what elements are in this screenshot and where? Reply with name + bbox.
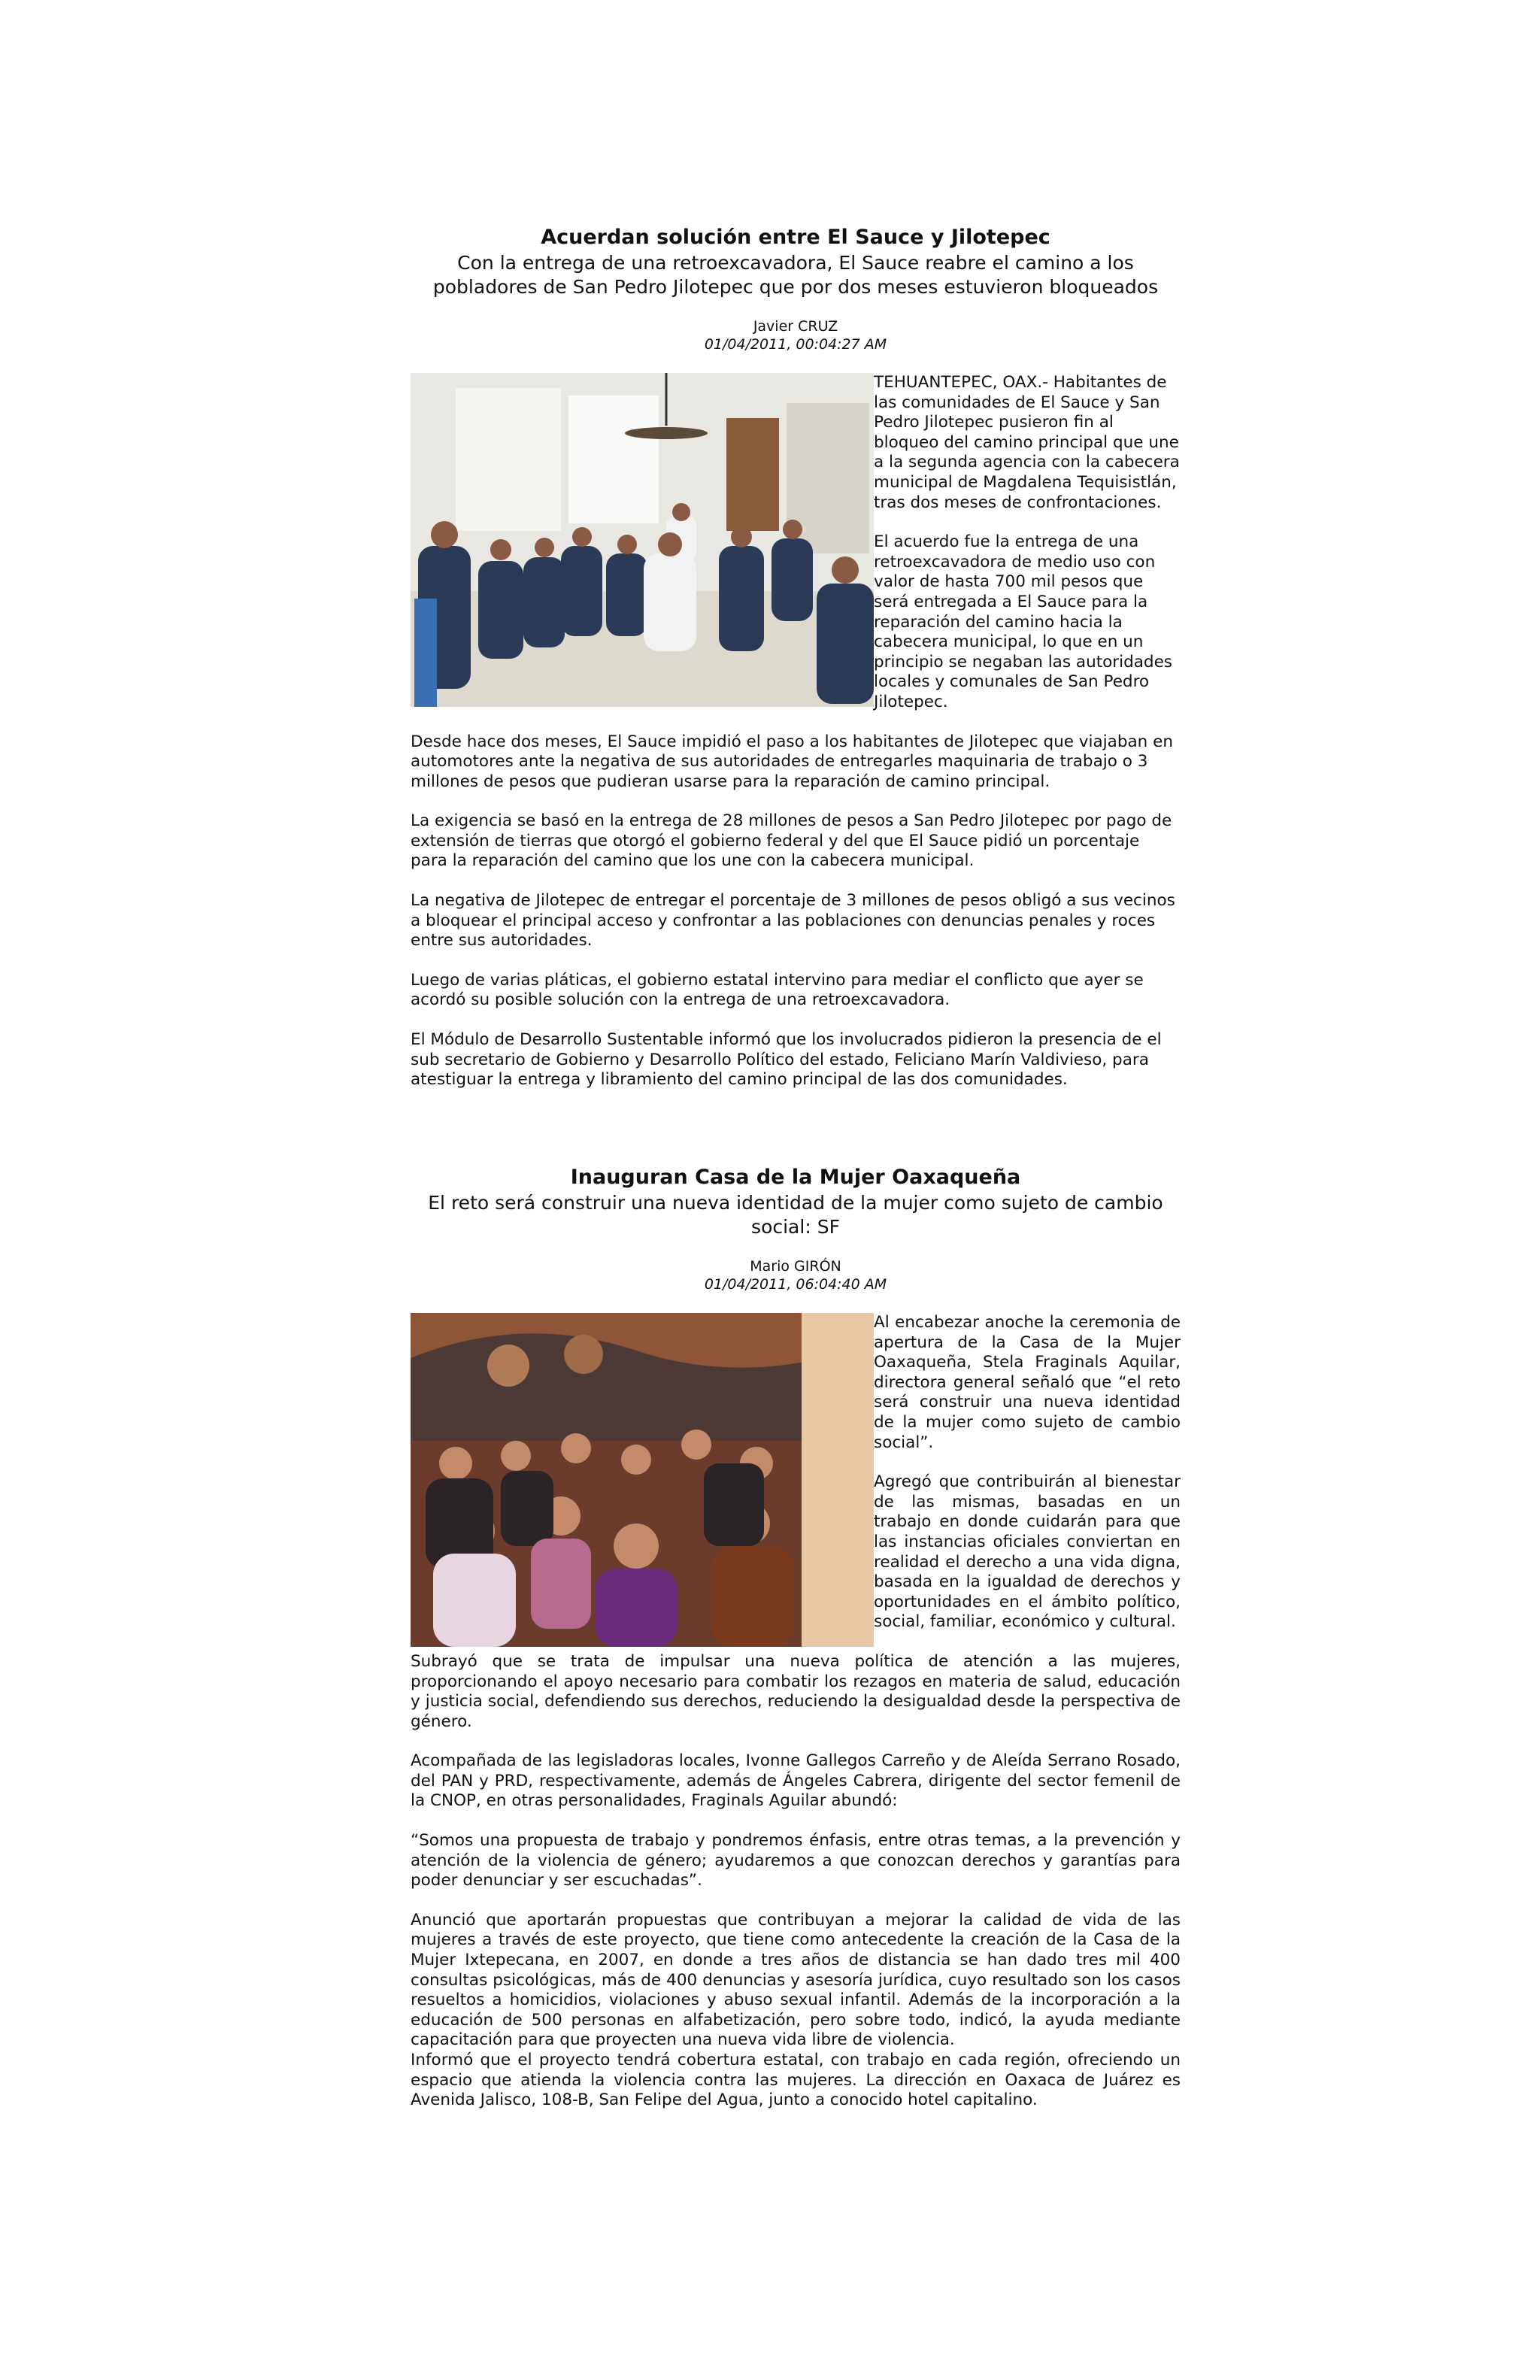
article-1-paragraph: Luego de varias pláticas, el gobierno estatal intervino para mediar el conflicto que ayer se acordó su posible solución con la entrega de una retroexcavadora.	[411, 970, 1144, 1010]
article-2-paragraph: Informó que el proyecto tendrá cobertura estatal, con trabajo en cada región, ofreciendo un espacio que atienda la violencia contra las mujeres. La dirección en Oaxaca de Juárez es Avenida Jalisco, 108-B, San Felipe del Agua, junto a conocido hotel capitalino.	[411, 2051, 1181, 2110]
article-2-author: Mario GIRÓN	[750, 1258, 841, 1275]
article-1-paragraph: El Módulo de Desarrollo Sustentable informó que los involucrados pidieron la presencia de el sub secretario de Gobierno y Desarrollo Político del estado, Feliciano Marín Valdivieso, para atestiguar la entrega y libramiento del camino principal de las dos comunidades.	[411, 1030, 1162, 1090]
article-2-paragraph: Anunció que aportarán propuestas que contribuyan a mejorar la calidad de vida de las mujeres a través de este proyecto, que tiene como antecedente la creación de la Casa de la Mujer Ixtepecana, en 2007, en donde a tres años de distancia se han dado tres mil 400 consultas psicológicas, más de 400 denuncias y asesoría jurídica, cuyo resultado son los casos resueltos a homicidios, violaciones y abuso sexual infantil. Además de la incorporación a la educación de 500 personas en alfabetización, pero sobre todo, indicó, la ayuda mediante capacitación para que proyecten una nueva vida libre de violencia.	[411, 1910, 1181, 2050]
article-1-paragraph: La negativa de Jilotepec de entregar el porcentaje de 3 millones de pesos obligó a sus vecinos a bloquear el principal acceso y confrontar a las poblaciones con denuncias penales y roces entre sus autoridades.	[411, 891, 1175, 950]
article-2-paragraph: Subrayó que se trata de impulsar una nueva política de atención a las mujeres, proporcionando el apoyo necesario para combatir los rezagos en materia de salud, educación y justicia social, defendiendo sus derechos, reduciendo la desigualdad desde la perspectiva de género.	[411, 1651, 1181, 1731]
article-1-paragraph: Desde hace dos meses, El Sauce impidió el paso a los habitantes de Jilotepec que viajaban en automotores ante la negativa de sus autoridades de entregarles maquinaria de trabajo o 3 millones de pesos que pudieran usarse para la reparación de camino principal.	[411, 732, 1173, 791]
article-2-body	[411, 1313, 1181, 2111]
article-2-paragraph: Agregó que contribuirán al bienestar de las mismas, basadas en un trabajo en donde cuidarán para que las instancias oficiales conviertan en realidad el derecho a una vida digna, basada en la igualdad de derechos y oportunidades en el ámbito político, social, familiar, económico y cultural.	[874, 1472, 1181, 1632]
article-2-title: Inauguran Casa de la Mujer Oaxaqueña	[570, 1166, 1021, 1189]
article-1-paragraph: El acuerdo fue la entrega de una retroexcavadora de medio uso con valor de hasta 700 mil pesos que será entregada a El Sauce para la reparación del camino hacia la cabecera municipal, lo que en un principio se negaban las autoridades locales y comunales de San Pedro Jilotepec.	[874, 532, 1172, 711]
article-1-paragraph: La exigencia se basó en la entrega de 28 millones de pesos a San Pedro Jilotepec por pago de extensión de tierras que otorgó el gobierno federal y del que El Sauce pidió un porcentaje para la reparación del camino que los une con la cabecera municipal.	[411, 811, 1172, 871]
article-2-paragraph: “Somos una propuesta de trabajo y pondremos énfasis, entre otras temas, a la prevención y atención de la violencia de género; ayudaremos a que conozcan derechos y garantías para poder denunciar y ser escuchadas”.	[411, 1831, 1181, 1890]
article-2-date: 01/04/2011, 06:04:40 AM	[704, 1276, 887, 1293]
article-2-subtitle: El reto será construir una nueva identidad de la mujer como sujeto de cambio social: SF	[428, 1192, 1163, 1238]
meeting-room-photo	[411, 373, 874, 707]
article-1-body	[411, 373, 1181, 1110]
article-2	[411, 1166, 1181, 2130]
article-1-author: Javier CRUZ	[753, 318, 838, 335]
article-1-paragraph: TEHUANTEPEC, OAX.- Habitantes de las comunidades de El Sauce y San Pedro Jilotepec pusieron fin al bloqueo del camino principal que une a la segunda agencia con la cabecera municipal de Magdalena Tequisistlán, tras dos meses de confrontaciones.	[874, 373, 1180, 512]
article-2-paragraph: Al encabezar anoche la ceremonia de apertura de la Casa de la Mujer Oaxaqueña, Stela Fraginals Aquilar, directora general señaló que “el reto será construir una nueva identidad de la mujer como sujeto de cambio social”.	[874, 1313, 1181, 1452]
article-1	[411, 226, 1181, 1110]
article-1-date: 01/04/2011, 00:04:27 AM	[704, 336, 887, 353]
article-1-subtitle: Con la entrega de una retroexcavadora, El Sauce reabre el camino a los pobladores de San Pedro Jilotepec que por dos meses estuvieron bloqueados	[432, 252, 1159, 298]
article-1-title: Acuerdan solución entre El Sauce y Jilotepec	[541, 226, 1050, 249]
article-2-paragraph: Acompañada de las legisladoras locales, Ivonne Gallegos Carreño y de Aleída Serrano Rosado, del PAN y PRD, respectivamente, además de Ángeles Cabrera, dirigente del sector femenil de la CNOP, en otras personalidades, Fraginals Aguilar abundó:	[411, 1751, 1181, 1811]
audience-women-photo	[411, 1313, 874, 1647]
